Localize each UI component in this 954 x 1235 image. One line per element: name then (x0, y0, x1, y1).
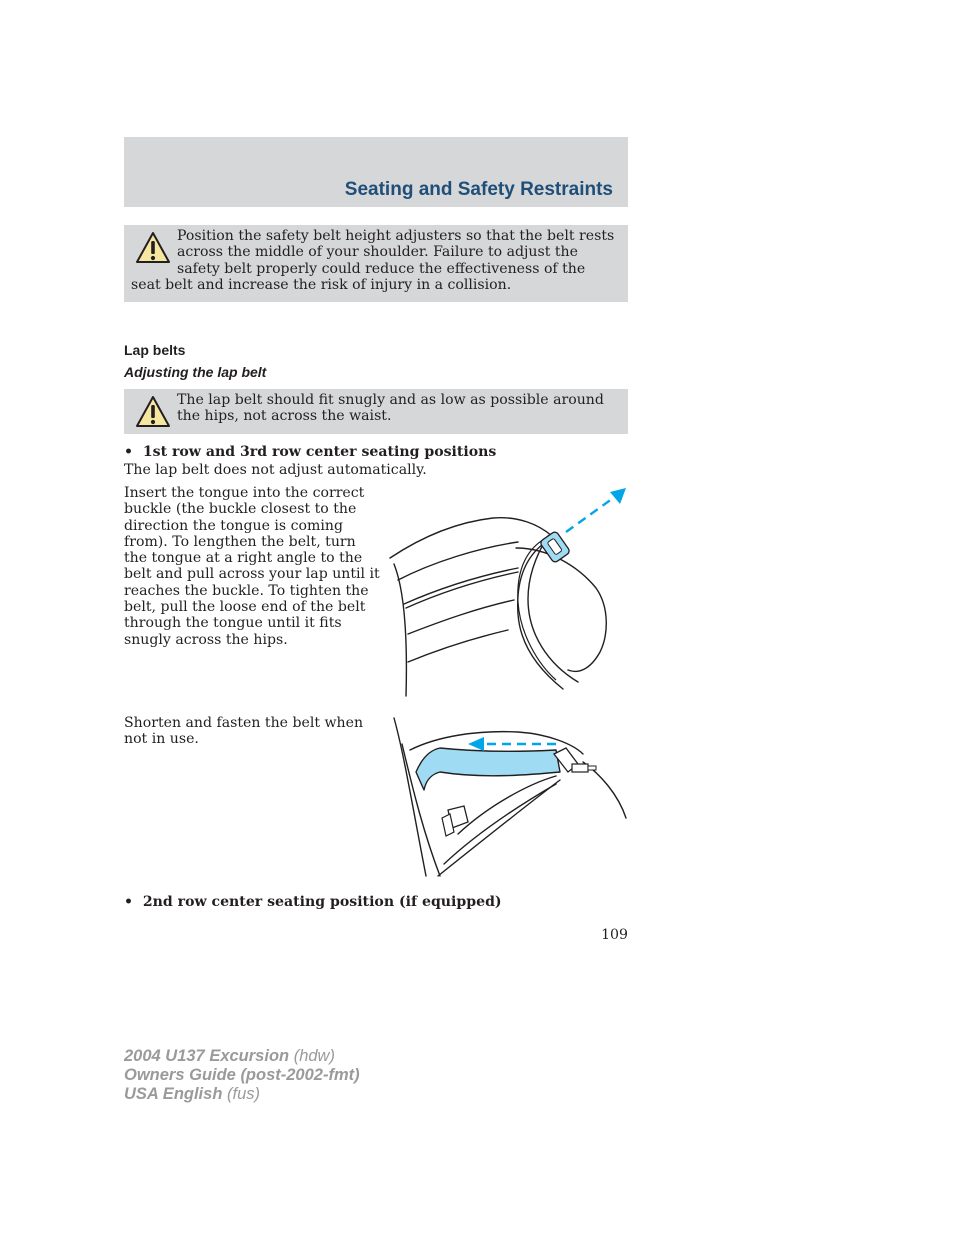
footer-line-language (124, 1085, 360, 1104)
footer-line-guide (124, 1066, 360, 1085)
paragraph-shorten: Shorten and fasten the belt when not in use. (124, 715, 364, 748)
footer-line-model (124, 1047, 360, 1066)
section-heading: Lap belts (124, 342, 186, 358)
bullet-item (124, 894, 502, 910)
footer-model-code: (hdw) (293, 1047, 335, 1065)
warning-text: Position the safety belt height adjusters so that the belt rests across the middle of your shoulder. Failure to adjust the safety belt properly could reduce the effectiveness of the seat belt and increase the risk of injury in a collision. (131, 228, 615, 293)
document-footer (124, 1047, 360, 1104)
warning-triangle-icon (135, 394, 171, 430)
paragraph-insert-tongue: Insert the tongue into the correct buckle (the buckle closest to the direction the tongue is coming from). To lengthen the belt, turn the tongue at a right angle to the belt and pull across your lap until it reaches the buckle. To tighten the belt, pull the loose end of the belt through the tongue until it fits snugly across the hips. (124, 485, 380, 648)
illustration-lengthen-belt (378, 484, 630, 698)
paragraph-no-auto-adjust: The lap belt does not adjust automatically. (124, 462, 427, 478)
bullet-marker: • (124, 894, 143, 910)
warning-triangle-icon (135, 230, 171, 266)
bullet-text: 2nd row center seating position (if equipped) (142, 894, 502, 910)
warning-text: The lap belt should fit snugly and as low as possible around the hips, not across the waist. (177, 392, 604, 425)
belt-tongue-icon (539, 531, 570, 564)
footer-model: 2004 U137 Excursion (124, 1047, 290, 1065)
bullet-text: 1st row and 3rd row center seating positions (142, 444, 497, 460)
latch-plate-icon (442, 806, 468, 836)
illustration-shorten-belt (378, 714, 630, 878)
footer-guide: Owners Guide (post-2002-fmt) (124, 1066, 360, 1084)
page-number: 109 (601, 927, 628, 943)
footer-language: USA English (124, 1085, 223, 1103)
warning-box-lap-belt (124, 389, 628, 434)
bullet-marker: • (124, 444, 143, 460)
belt-buckle-icon (554, 748, 596, 772)
arrow-head-icon (610, 488, 626, 504)
section-subheading: Adjusting the lap belt (124, 364, 267, 380)
footer-language-code: (fus) (227, 1085, 260, 1103)
bullet-item (124, 444, 496, 460)
section-title: Seating and Safety Restraints (344, 179, 613, 200)
warning-box-height-adjuster (124, 225, 628, 302)
section-header-band (124, 137, 628, 207)
arrow-head-icon (468, 737, 484, 751)
